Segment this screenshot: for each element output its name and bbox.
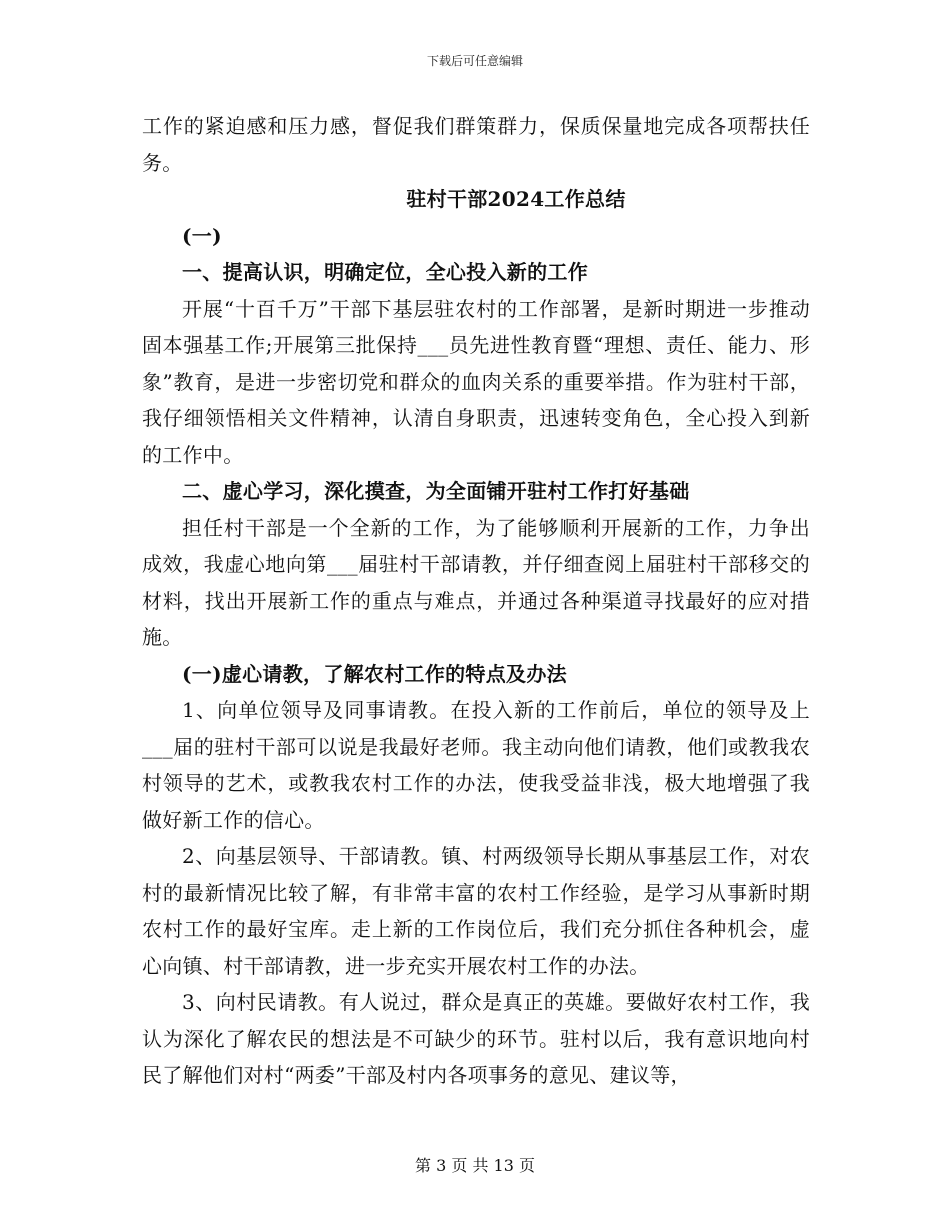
section-number: (一) [182,223,222,248]
document-title: 驻村干部2024工作总结 [406,187,626,211]
paragraph-5: 3、向村民请教。有人说过，群众是真正的英雄。要做好农村工作，我认为深化了解农民的想法是不可缺少的环节。驻村以后，我有意识地向村民了解他们对村“两委”干部及村内各项事务的意见、建议等， [142,990,810,1087]
subsection-heading-1: (一)虚心请教，了解农村工作的特点及办法 [182,661,567,686]
section-heading-1: 一、提高认识，明确定位，全心投入新的工作 [182,260,588,284]
page-number: 第 3 页 共 13 页 [415,1156,535,1175]
paragraph-2: 担任村干部是一个全新的工作，为了能够顺利开展新的工作，力争出成效，我虚心地向第___届驻村干部请教，并仔细查阅上届驻村干部移交的材料，找出开展新工作的重点与难点，并通过各种渠道寻找最好的应对措施。 [142,515,810,649]
paragraph-1: 开展“十百千万”干部下基层驻农村的工作部署，是新时期进一步推动固本强基工作;开展第三批保持___员先进性教育暨“理想、责任、能力、形象”教育，是进一步密切党和群众的血肉关系的重要举措。作为驻村干部，我仔细领悟相关文件精神，认清自身职责，迅速转变角色，全心投入到新的工作中。 [142,296,810,467]
paragraph-3: 1、向单位领导及同事请教。在投入新的工作前后，单位的领导及上___届的驻村干部可以说是我最好老师。我主动向他们请教，他们或教我农村领导的艺术，或教我农村工作的办法，使我受益非浅，极大地增强了我做好新工作的信心。 [142,698,810,832]
page-header: 下载后可任意编辑 [426,54,523,68]
document-body [142,108,810,1094]
paragraph-4: 2、向基层领导、干部请教。镇、村两级领导长期从事基层工作，对农村的最新情况比较了解，有非常丰富的农村工作经验，是学习从事新时期农村工作的最好宝库。走上新的工作岗位后，我们充分抓住各种机会，虚心向镇、村干部请教，进一步充实开展农村工作的办法。 [142,844,810,978]
paragraph-continuation: 工作的紧迫感和压力感，督促我们群策群力，保质保量地完成各项帮扶任务。 [142,114,810,175]
section-heading-2: 二、虚心学习，深化摸查，为全面铺开驻村工作打好基础 [182,479,690,503]
